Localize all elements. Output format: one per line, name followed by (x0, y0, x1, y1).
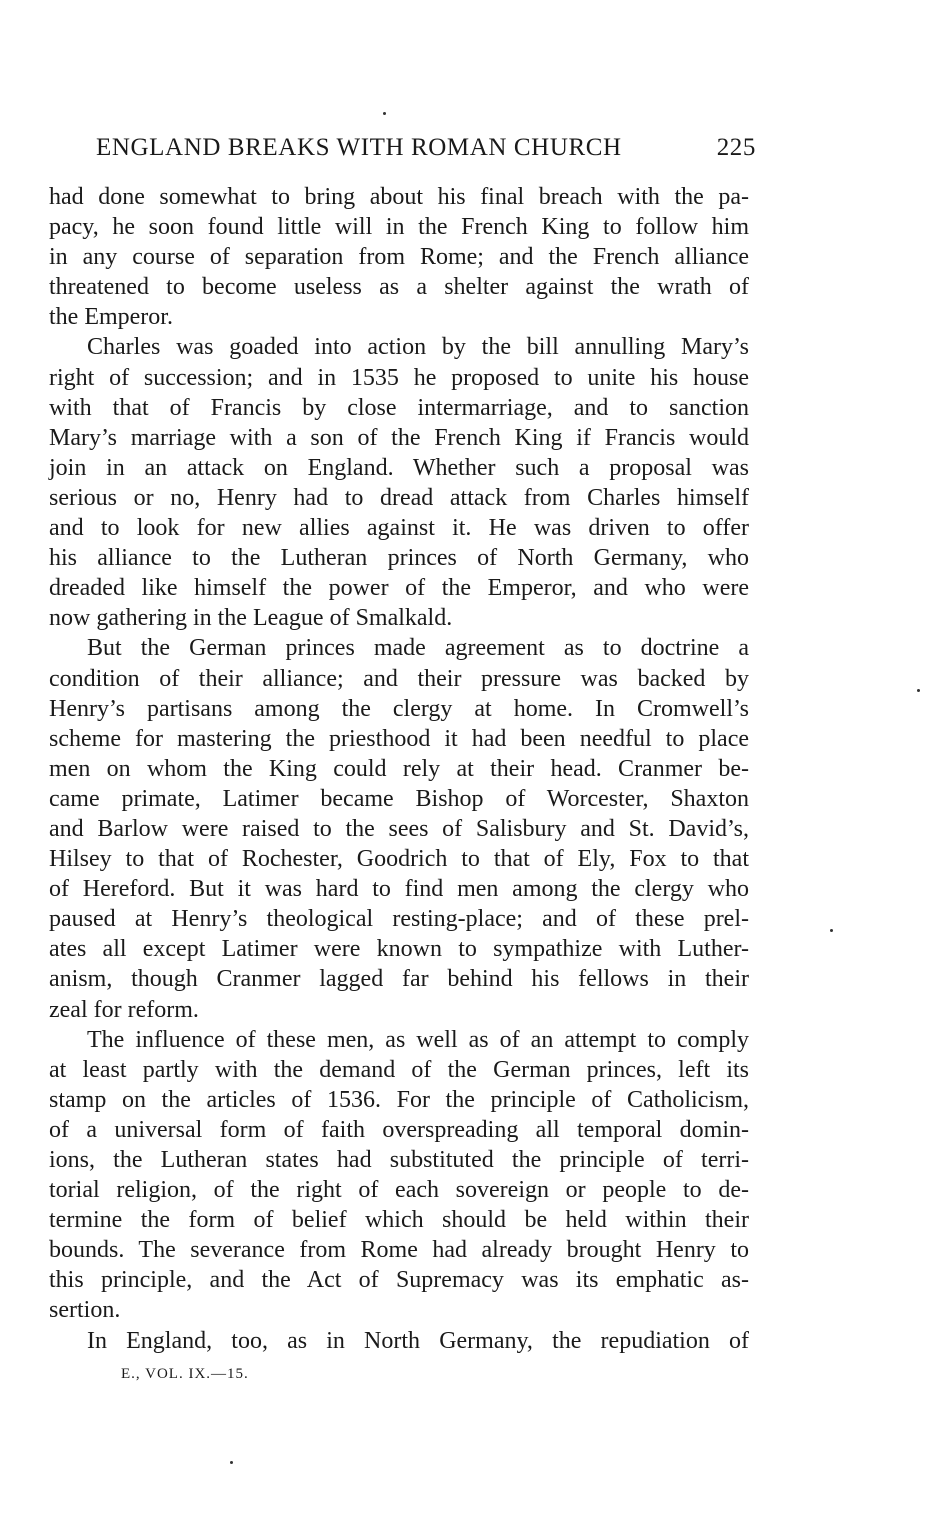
text-line: torial religion, of the right of each sovereign or people to de- (49, 1177, 749, 1204)
text-line: stamp on the articles of 1536. For the principle of Catholicism, (49, 1086, 749, 1113)
text-line: But the German princes made agreement as to doctrine a (87, 635, 749, 662)
text-line: right of succession; and in 1535 he proposed to unite his house (49, 364, 749, 391)
text-line: came primate, Latimer became Bishop of Worcester, Shaxton (49, 785, 749, 812)
paragraph (49, 1025, 749, 1326)
ink-speck (383, 112, 386, 115)
text-line: of a universal form of faith overspreading all temporal domin- (49, 1116, 749, 1143)
signature-mark: E., VOL. IX.—15. (121, 1366, 249, 1382)
text-line: sertion. (49, 1297, 121, 1324)
text-line: paused at Henry’s theological resting-place; and of these prel- (49, 906, 749, 933)
text-line: with that of Francis by close intermarriage, and to sanction (49, 394, 749, 421)
text-line: pacy, he soon found little will in the French King to follow him (49, 214, 749, 241)
paragraph (49, 332, 749, 633)
text-line: his alliance to the Lutheran princes of North Germany, who (49, 545, 749, 572)
text-line: Henry’s partisans among the clergy at home. In Cromwell’s (49, 695, 749, 722)
text-line: dreaded like himself the power of the Emperor, and who were (49, 575, 749, 602)
text-line: the Emperor. (49, 304, 173, 331)
ink-speck (230, 1461, 233, 1464)
body-text (49, 182, 749, 1356)
text-line: termine the form of belief which should be held within their (49, 1207, 749, 1234)
paragraph (49, 633, 749, 1024)
text-line: and Barlow were raised to the sees of Salisbury and St. David’s, (49, 815, 749, 842)
page-number: 225 (716, 134, 756, 161)
text-line: zeal for reform. (49, 996, 199, 1023)
text-line: Mary’s marriage with a son of the French King if Francis would (49, 424, 749, 451)
running-title: ENGLAND BREAKS WITH ROMAN CHURCH (96, 134, 622, 161)
text-line: threatened to become useless as a shelter against the wrath of (49, 274, 749, 301)
text-line: Charles was goaded into action by the bill annulling Mary’s (87, 334, 749, 361)
text-line: condition of their alliance; and their pressure was backed by (49, 665, 749, 692)
ink-speck (830, 929, 833, 932)
text-line: now gathering in the League of Smalkald. (49, 605, 453, 632)
text-line: of Hereford. But it was hard to find men among the clergy who (49, 876, 749, 903)
text-line: bounds. The severance from Rome had already brought Henry to (49, 1237, 749, 1264)
text-line: men on whom the King could rely at their head. Cranmer be- (49, 755, 749, 782)
text-line: ates all except Latimer were known to sympathize with Luther- (49, 936, 749, 963)
text-line: serious or no, Henry had to dread attack from Charles himself (49, 484, 749, 511)
text-line: ions, the Lutheran states had substituted the principle of terri- (49, 1147, 749, 1173)
text-line: this principle, and the Act of Supremacy was its emphatic as- (49, 1267, 749, 1294)
text-line: in any course of separation from Rome; and the French alliance (49, 244, 749, 271)
text-line: The influence of these men, as well as of an attempt to comply (87, 1026, 749, 1053)
paragraph (49, 182, 749, 332)
paragraph (49, 1326, 749, 1356)
text-line: scheme for mastering the priesthood it had been needful to place (49, 725, 749, 752)
text-line: and to look for new allies against it. He was driven to offer (49, 515, 749, 542)
text-line: at least partly with the demand of the German princes, left its (49, 1056, 749, 1083)
text-line: had done somewhat to bring about his final breach with the pa- (49, 184, 749, 210)
ink-speck (917, 689, 920, 692)
text-line: In England, too, as in North Germany, the repudiation of (87, 1327, 749, 1354)
text-line: join in an attack on England. Whether such a proposal was (49, 454, 749, 481)
text-line: anism, though Cranmer lagged far behind his fellows in their (49, 966, 749, 993)
running-header (96, 132, 756, 164)
text-line: Hilsey to that of Rochester, Goodrich to that of Ely, Fox to that (49, 846, 749, 873)
